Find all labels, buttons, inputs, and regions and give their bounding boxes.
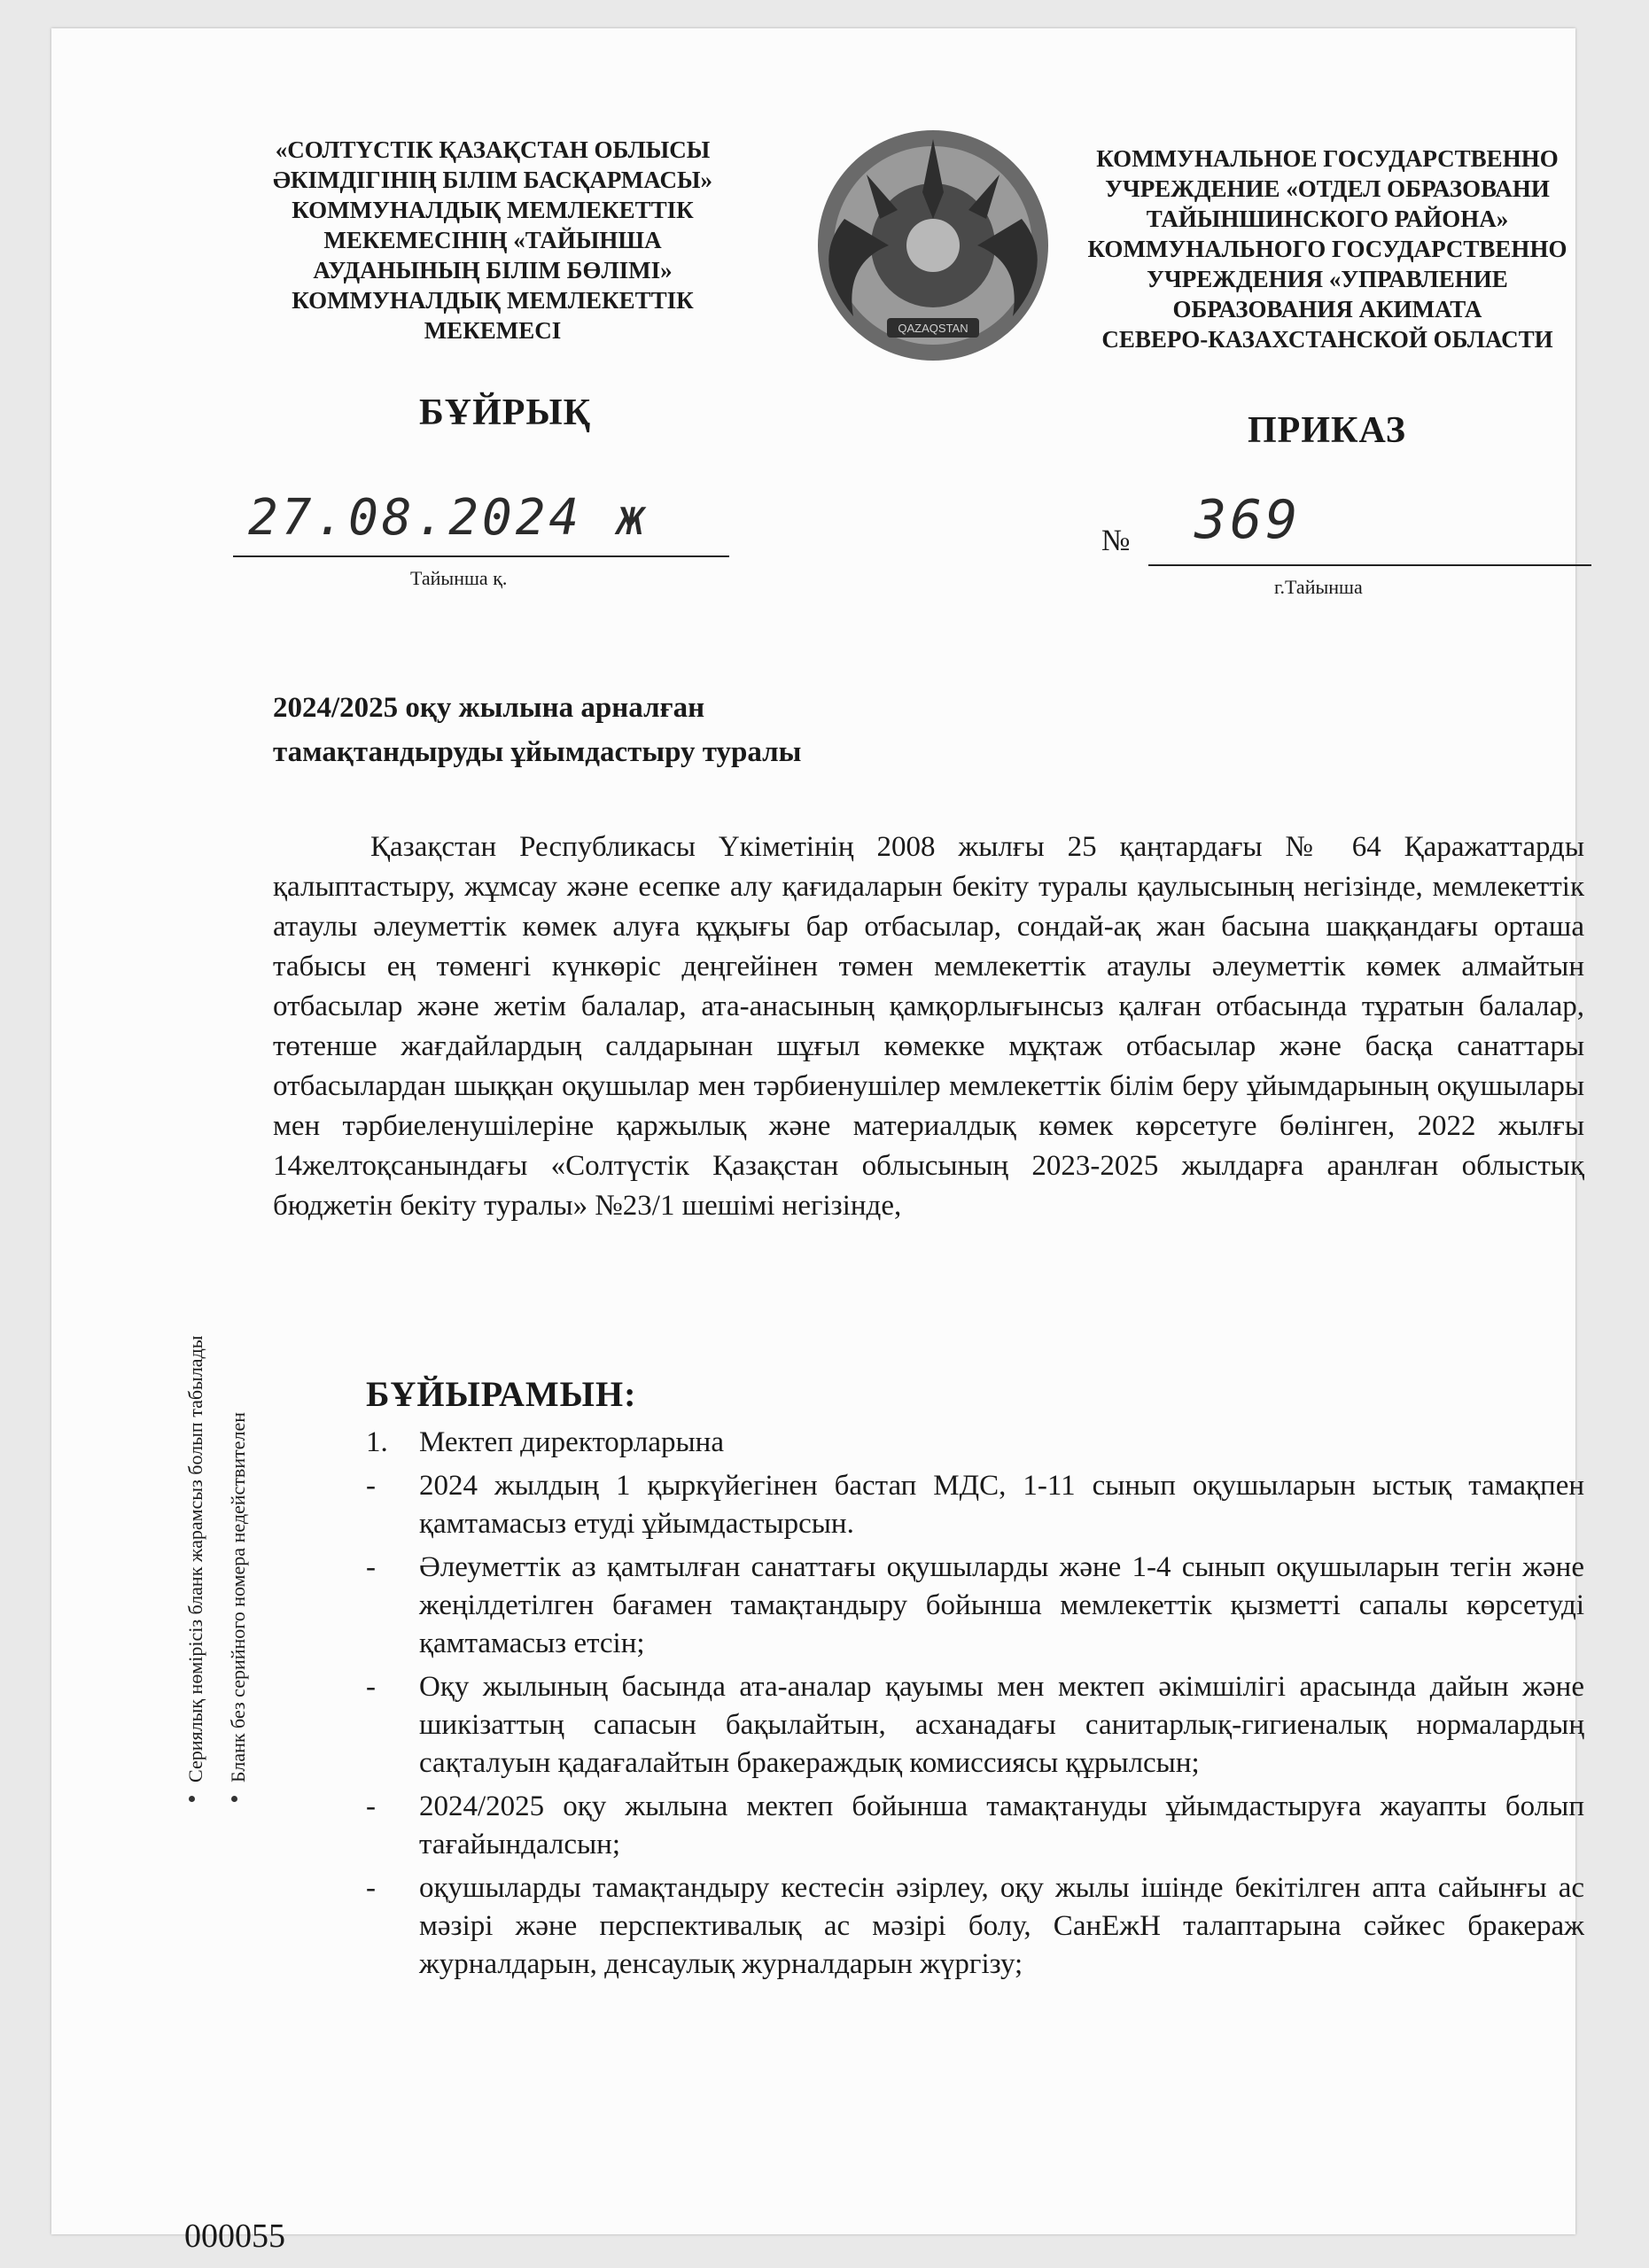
order-number: 369 xyxy=(1194,489,1302,551)
order-date: 27.08.2024 ж xyxy=(248,489,649,547)
date-underline xyxy=(233,555,729,557)
order-subject: 2024/2025 оқу жылына арналған тамақтандыруды ұйымдастыру туралы xyxy=(273,692,802,768)
place-right: г.Тайынша xyxy=(1274,576,1363,598)
list-item: - Әлеуметтік аз қамтылған санаттағы оқушыларды және 1-4 сынып оқушыларын тегін және жеңілдетілген бағамен тамақтандыру бойынша мемлекеттік қызметті сапалы көрсетуді қамтамасыз етсін; xyxy=(366,1551,1584,1659)
command-heading: БҰЙЫРАМЫН: xyxy=(366,1374,637,1414)
place-left: Тайынша қ. xyxy=(410,567,508,589)
list-item: - оқушыларды тамақтандыру кестесін әзірлеу, оқу жылы ішінде бекітілген апта сайынғы ас мәзірі және перспективалық ас мәзірі болу, СанЕжН талаптарына сәйкес бракераж журналдарын, денсаулық журналдарын жүргізу; xyxy=(366,1872,1584,1980)
margin-note-ru: Бланк без серийного номера недействителен xyxy=(227,1412,249,1783)
list-item: - Оқу жылының басында ата-аналар қауымы мен мектеп әкімшілігі арасында дайын және шикізаттың сапасын бақылайтын, асханадағы санитарлық-гигиеналық нормалардың сақталуын қадағалайтын бракераждық комиссиясы құрылсын; xyxy=(366,1671,1584,1779)
margin-bullet xyxy=(189,1796,195,1802)
number-underline xyxy=(1148,564,1591,566)
emblem-text: QAZAQSTAN xyxy=(898,322,968,335)
document-page xyxy=(51,28,1584,2255)
number-sign: № xyxy=(1101,524,1131,557)
preamble-paragraph: Қазақстан Республикасы Үкіметінің 2008 жылғы 25 қаңтардағы № 64 Қаражаттарды қалыптастыру, жұмсау және есепке алу қағидаларын бекіту туралы қаулысының негізінде, мемлекеттік атаулы әлеуметтік көмек алуға құқығы бар отбасылар, сондай-ақ жан басына шаққандағы орташа табысы ең төменгі күнкөріс деңгейінен төмен мемлекеттік атаулы әлеуметтік көмек алмайтын отбасылар және жетім балалар, ата-анасының қамқорлығынсыз қалған отбасында тұратын балалар, төтенше жағдайлардың салдарынан шұғыл көмекке мұқтаж отбасылар және басқа санаттары отбасылардан шыққан оқушылар мен тәрбиенушілер мемлекеттік білім беру ұйымдарының оқушылары мен тәрбиеленушілеріне қаржылық және материалдық көмек көрсетуге бөлінген, 2022 жылғы 14желтоқсанындағы «Солтүстік Қазақстан облысының 2023-2025 жылдарға аранлған облыстық бюджетін бекіту туралы» №23/1 шешімі негізінде, xyxy=(273,831,1584,1222)
margin-note-kk: Сериялық нөмірісіз бланк жарамсыз болып табылады xyxy=(184,1335,206,1783)
state-emblem-icon xyxy=(791,113,1075,369)
margin-bullet xyxy=(231,1796,237,1802)
list-item: 1. Мектеп директорларына xyxy=(366,1426,724,1458)
list-item: - 2024 жылдың 1 қыркүйегінен бастап МДС, 1-11 сынып оқушыларын ыстық тамақпен қамтамасыз етуді ұйымдастырсын. xyxy=(366,1470,1584,1540)
order-items xyxy=(366,1424,1584,1989)
title-buyryk: БҰЙРЫҚ xyxy=(419,392,592,433)
list-item: - 2024/2025 оқу жылына мектеп бойынша тамақтануды ұйымдастыруға жауапты болып тағайындалсын; xyxy=(366,1790,1584,1860)
title-prikaz: ПРИКАЗ xyxy=(1248,410,1406,451)
header-left-org: «СОЛТҮСТІК ҚАЗАҚСТАН ОБЛЫСЫ ӘКІМДІГІНІҢ БІЛІМ БАСҚАРМАСЫ» КОММУНАЛДЫҚ МЕМЛЕКЕТТІК МЕКЕМЕСІНІҢ «ТАЙЫНША АУДАНЫНЫҢ БІЛІМ БӨЛІМІ» КОММУНАЛДЫҚ МЕМЛЕКЕТТІК МЕКЕМЕСІ xyxy=(272,136,713,344)
header-right-org: КОММУНАЛЬНОЕ ГОСУДАРСТВЕННО УЧРЕЖДЕНИЕ «ОТДЕЛ ОБРАЗОВАНИ ТАЙЫНШИНСКОГО РАЙОНА» КОММУНАЛЬНОГО ГОСУДАРСТВЕННО УЧРЕЖДЕНИЯ «УПРАВЛЕНИЕ ОБРАЗОВАНИЯ АКИМАТА СЕВЕРО-КАЗАХСТАНСКОЙ ОБЛАСТИ xyxy=(1087,145,1567,353)
serial-number: 000055 xyxy=(184,2218,285,2255)
